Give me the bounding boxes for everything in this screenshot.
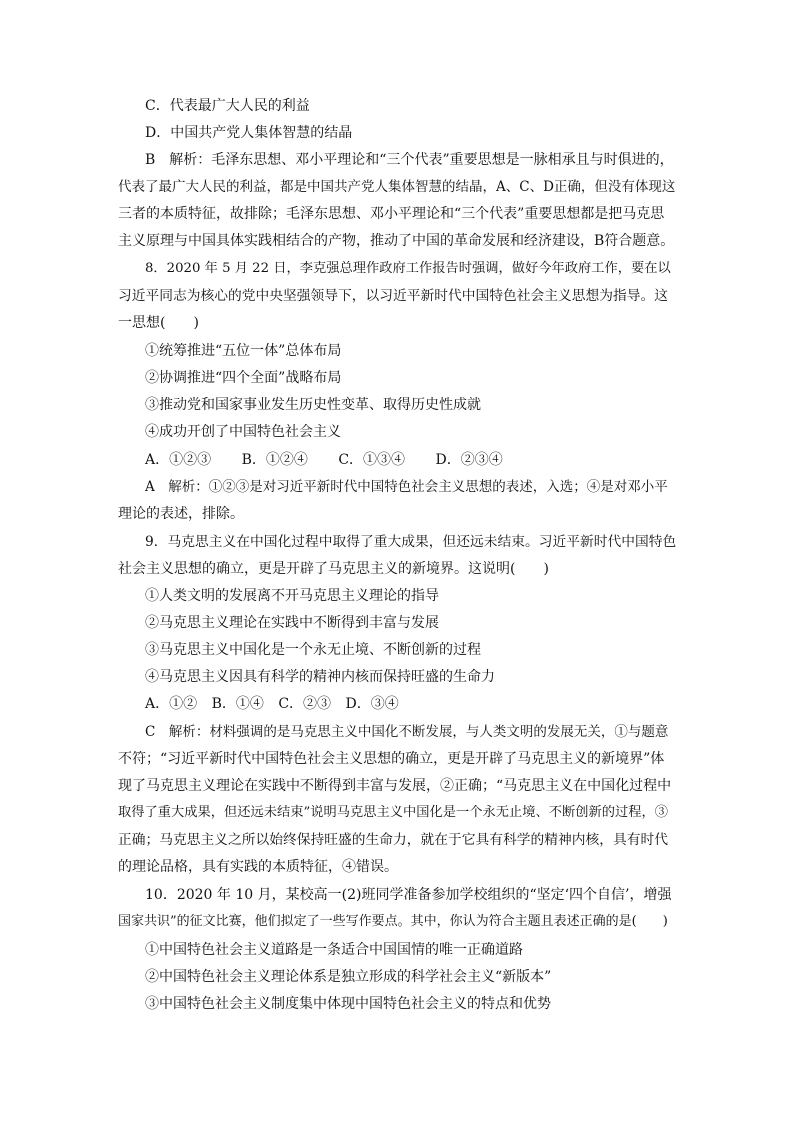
q9-item-3: ③马克思主义中国化是一个永无止境、不断创新的过程: [145, 642, 481, 658]
q9-choice-c: C．②③: [278, 696, 332, 712]
q8-item-2: ②协调推进“四个全面”战略布局: [145, 370, 342, 386]
q8-choice-b: B．①②④: [241, 452, 308, 468]
q9-item-4: ④马克思主义因具有科学的精神内核而保持旺盛的生命力: [145, 669, 495, 685]
q8-stem-line-2: 习近平同志为核心的党中央坚强领导下，以习近平新时代中国特色社会主义思想为指导。这: [118, 288, 669, 304]
q7-option-d: D．中国共产党人集体智慧的结晶: [145, 125, 353, 141]
q10-stem-line-1: 10．2020 年 10 月，某校高一(2)班同学准备参加学校组织的“坚定‘四个自信’，增强: [145, 887, 672, 903]
q9-analysis-line-3: 现了马克思主义理论在实践中不断得到丰富与发展，②正确；“马克思主义在中国化过程中: [118, 778, 672, 794]
q8-stem-line-1: 8．2020 年 5 月 22 日，李克强总理作政府工作报告时强调，做好今年政府工作，要在以: [145, 261, 671, 276]
q10-item-1: ①中国特色社会主义道路是一条适合中国国情的唯一正确道路: [145, 942, 523, 958]
q8-choices: [145, 450, 529, 470]
q7-option-c: C．代表最广大人民的利益: [145, 98, 310, 114]
q9-choice-b: B．①④: [211, 696, 264, 712]
q9-stem-line-1: 9．马克思主义在中国化过程中取得了重大成果，但还远未结束。习近平新时代中国特色: [145, 534, 677, 550]
q9-analysis-line-2: 不符；“习近平新时代中国特色社会主义思想的确立，更是开辟了马克思主义的新境界”体: [118, 751, 665, 767]
q8-choice-c: C．①③④: [338, 452, 406, 468]
q9-analysis-line-5: 正确；马克思主义之所以始终保持旺盛的生命力，就在于它具有科学的精神内核，具有时代: [118, 832, 669, 848]
q7-analysis-line-4: 主义原理与中国具体实践相结合的产物，推动了中国的革命发展和经济建设，B符合题意。: [118, 233, 675, 249]
q8-item-4: ④成功开创了中国特色社会主义: [145, 424, 341, 440]
q8-analysis-line-2: 理论的表述，排除。: [118, 506, 244, 522]
q8-choice-a: A．①②③: [145, 452, 212, 468]
q7-analysis-line-3: 三者的本质特征，故排除；毛泽东思想、邓小平理论和“三个代表”重要思想都是把马克思: [118, 206, 665, 222]
q8-analysis-line-1: A 解析：①②③是对习近平新时代中国特色社会主义思想的表述，入选；④是对邓小平: [145, 479, 668, 495]
q9-choice-d: D．③④: [345, 696, 399, 712]
q10-item-2: ②中国特色社会主义理论体系是独立形成的科学社会主义“新版本”: [145, 969, 552, 985]
q9-analysis-line-1: C 解析：材料强调的是马克思主义中国化不断发展，与人类文明的发展无关，①与题意: [145, 724, 669, 740]
q9-analysis-line-6: 的理论品格，具有实践的本质特征，④错误。: [118, 859, 398, 875]
q7-analysis-line-1: B 解析：毛泽东思想、邓小平理论和“三个代表”重要思想是一脉相承且与时俱进的，: [145, 152, 674, 168]
q9-item-2: ②马克思主义理论在实践中不断得到丰富与发展: [145, 615, 439, 631]
q9-choices: [145, 694, 425, 714]
q9-choice-a: A．①②: [145, 696, 198, 712]
q10-stem-line-2: 国家共识”的征文比赛，他们拟定了一些写作要点。其中，你认为符合主题且表述正确的是( ): [118, 914, 668, 929]
q8-stem-line-3: 一思想( ): [118, 315, 199, 331]
q8-choice-d: D．②③④: [435, 452, 503, 468]
q8-item-1: ①统筹推进“五位一体”总体布局: [145, 343, 342, 359]
q7-analysis-line-2: 代表了最广大人民的利益，都是中国共产党人集体智慧的结晶，A、C、D正确，但没有体现这: [118, 179, 676, 195]
q8-item-3: ③推动党和国家事业发生历史性变革、取得历史性成就: [145, 397, 481, 413]
q10-item-3: ③中国特色社会主义制度集中体现中国特色社会主义的特点和优势: [145, 996, 551, 1012]
q9-item-1: ①人类文明的发展离不开马克思主义理论的指导: [145, 588, 439, 604]
q9-stem-line-2: 社会主义思想的确立，更是开辟了马克思主义的新境界。这说明( ): [118, 561, 549, 577]
q9-analysis-line-4: 取得了重大成果，但还远未结束”说明马克思主义中国化是一个永无止境、不断创新的过程，③: [118, 805, 669, 820]
